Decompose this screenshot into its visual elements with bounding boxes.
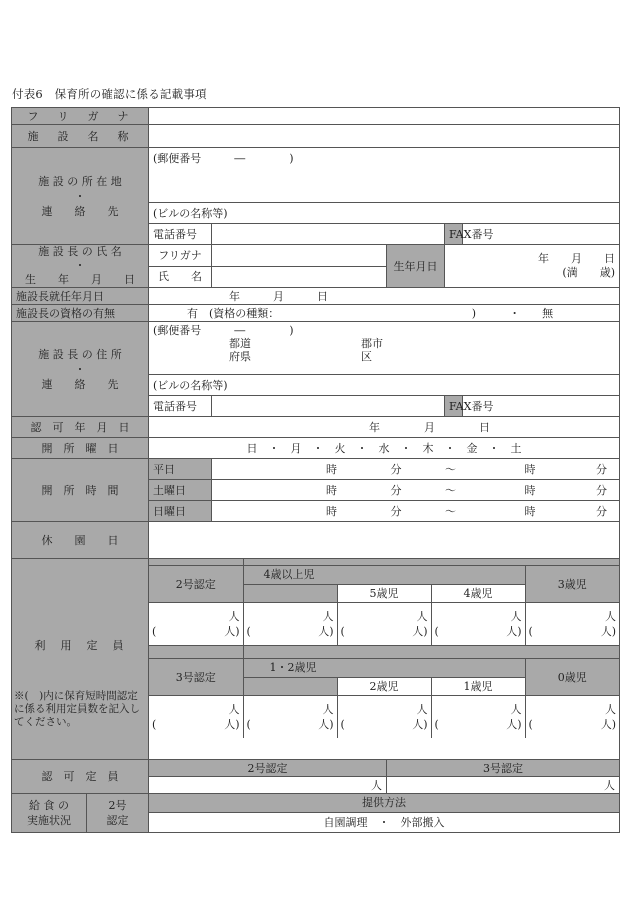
director-name-sub-label: 氏 名	[149, 266, 212, 288]
director-building-field[interactable]	[149, 375, 620, 396]
postal-code-text: (郵便番号 ― )	[153, 152, 294, 165]
director-address-label-2: 連 絡 先	[41, 377, 119, 391]
paren-open: (	[528, 718, 533, 731]
unit-person: 人	[605, 610, 616, 623]
spacer	[243, 584, 337, 603]
open-days-label: 開 所 曜 日	[12, 438, 149, 459]
saturday-label: 土曜日	[149, 480, 212, 501]
facility-address-label	[12, 148, 149, 245]
spacer	[243, 646, 619, 659]
age4-label: 4歳児	[431, 584, 525, 603]
unit-person: 人	[510, 610, 522, 623]
director-fax-label: FAX番号	[445, 396, 463, 417]
cert2-label: 2号認定	[149, 566, 243, 603]
unit-person: 人	[605, 703, 616, 716]
capacity-label: 利 用 定 員	[34, 639, 126, 652]
age12-capacity-field[interactable]	[243, 696, 337, 739]
capacity-grid-cell	[149, 559, 620, 760]
facility-address-label-2: 連 絡 先	[41, 204, 119, 218]
cert3-label: 3号認定	[149, 659, 243, 696]
from-minute: 分	[390, 504, 402, 518]
paren-close: 人)	[224, 718, 240, 731]
pref-line-1: 都道 郡市	[229, 337, 383, 350]
paren-open: (	[246, 625, 251, 638]
paren-open: (	[340, 718, 345, 731]
unit-person: 人	[228, 703, 240, 716]
director-tel-field[interactable]	[212, 396, 445, 417]
age3-capacity-field[interactable]	[525, 603, 619, 646]
paren-open: (	[434, 625, 439, 638]
approval-date-value: 年 月 日	[369, 420, 490, 434]
facility-name-label: 施 設 名 称	[12, 125, 149, 148]
capacity-note: ※( )内に保育短時間認定に係る利用定員数を記入してください。	[14, 690, 140, 728]
tilde: ～	[445, 483, 456, 497]
age12-label: 1・2歳児	[243, 659, 525, 678]
to-hour: 時	[524, 483, 536, 497]
furigana-label: フ リ ガ ナ	[12, 108, 149, 125]
meal-method-value: 自園調理 ・ 外部搬入	[323, 815, 445, 829]
approved-cert2-label: 2号認定	[149, 760, 387, 777]
unit-person: 人	[416, 703, 428, 716]
age5-label: 5歳児	[337, 584, 431, 603]
tilde: ～	[445, 462, 456, 476]
open-days-field[interactable]	[149, 438, 620, 459]
label-dot: ・	[74, 259, 86, 272]
director-furigana-label: フリガナ	[149, 245, 212, 267]
director-postal-field[interactable]	[149, 322, 620, 375]
approved-capacity-label: 認 可 定 員	[12, 760, 149, 794]
from-hour: 時	[326, 462, 337, 476]
birth-value: 年 月 日	[538, 252, 615, 265]
unit-person: 人	[228, 610, 240, 623]
weekday-hours-field[interactable]	[212, 459, 620, 480]
approval-date-field[interactable]	[149, 417, 620, 438]
holidays-field[interactable]	[149, 522, 620, 559]
unit-person: 人	[510, 703, 522, 716]
spacer	[149, 646, 243, 659]
pref-line-2: 府県 区	[229, 350, 372, 363]
birth-label: 生年月日	[387, 245, 445, 288]
qualification-field[interactable]	[149, 305, 620, 322]
from-hour: 時	[326, 483, 337, 497]
paren-close: 人)	[412, 625, 428, 638]
director-building-text: (ビルの名称等)	[153, 378, 228, 392]
paren-close: 人)	[506, 718, 522, 731]
age1-capacity-field[interactable]	[431, 696, 525, 739]
facility-postal-field[interactable]	[149, 148, 620, 203]
paren-open: (	[152, 625, 157, 638]
from-minute: 分	[390, 462, 402, 476]
paren-close: 人)	[506, 625, 522, 638]
director-address-label	[12, 322, 149, 417]
age0-capacity-field[interactable]	[525, 696, 619, 739]
meal-label-1: 給 食 の	[29, 799, 69, 812]
director-tel-label: 電話番号	[149, 396, 212, 417]
to-hour: 時	[524, 504, 536, 518]
capacity-grid	[149, 559, 619, 738]
age2-capacity-field[interactable]	[337, 696, 431, 739]
furigana-field[interactable]	[149, 108, 620, 125]
capacity-label-cell	[12, 559, 149, 760]
unit-person: 人	[371, 778, 382, 792]
paren-open: (	[246, 718, 251, 731]
paren-open: (	[528, 625, 533, 638]
director-name-label-2: 生 年 月 日	[25, 273, 135, 286]
from-minute: 分	[390, 483, 402, 497]
age3-label: 3歳児	[525, 566, 619, 603]
sunday-label: 日曜日	[149, 501, 212, 522]
director-name-label	[12, 245, 149, 288]
meal-cert-2: 認定	[106, 814, 129, 827]
to-minute: 分	[596, 504, 607, 518]
director-name-field[interactable]	[212, 266, 387, 288]
paren-close: 人)	[318, 718, 334, 731]
cert2-over4-capacity-field[interactable]	[243, 603, 337, 646]
meal-cert-1: 2号	[108, 799, 127, 812]
holidays-label: 休 園 日	[12, 522, 149, 559]
saturday-hours-field[interactable]	[212, 480, 620, 501]
paren-close: 人)	[600, 718, 616, 731]
meal-method-field[interactable]	[149, 812, 620, 832]
age2-label: 2歳児	[337, 677, 431, 696]
meal-label-2: 実施状況	[27, 814, 71, 827]
unit-person: 人	[416, 610, 428, 623]
paren-open: (	[340, 625, 345, 638]
paren-open: (	[434, 718, 439, 731]
approved-cert3-label: 3号認定	[387, 760, 620, 777]
tilde: ～	[445, 504, 456, 518]
form-title: 付表6 保育所の確認に係る記載事項	[12, 87, 207, 101]
building-name-text: (ビルの名称等)	[153, 206, 228, 220]
sunday-hours-field[interactable]	[212, 501, 620, 522]
approved-cert2-field[interactable]	[149, 777, 387, 794]
cert2-capacity-field[interactable]	[149, 603, 243, 646]
appointment-field[interactable]	[149, 288, 620, 305]
facility-building-field[interactable]	[149, 203, 620, 224]
paren-close: 人)	[224, 625, 240, 638]
fax-label: FAX番号	[445, 224, 463, 245]
to-minute: 分	[596, 462, 607, 476]
to-hour: 時	[524, 462, 536, 476]
director-postal-text: (郵便番号 ― )	[153, 324, 294, 337]
qualification-value: 有 (資格の種類： ) ・ 無	[187, 306, 554, 320]
unit-person: 人	[322, 610, 334, 623]
appointment-label: 施設長就任年月日	[12, 288, 149, 305]
paren-close: 人)	[600, 625, 616, 638]
birth-field[interactable]	[445, 245, 620, 288]
paren-open: (	[152, 718, 157, 731]
age5-capacity-field[interactable]	[337, 603, 431, 646]
approved-cert3-field[interactable]	[387, 777, 620, 794]
age4-capacity-field[interactable]	[431, 603, 525, 646]
facility-form	[11, 107, 620, 833]
facility-name-field[interactable]	[149, 125, 620, 148]
to-minute: 分	[596, 483, 607, 497]
label-dot: ・	[74, 189, 86, 203]
age1-label: 1歳児	[431, 677, 525, 696]
unit-person: 人	[322, 703, 334, 716]
tel-label: 電話番号	[149, 224, 212, 245]
approval-date-label: 認 可 年 月 日	[12, 417, 149, 438]
spacer	[243, 677, 337, 696]
tel-field[interactable]	[212, 224, 445, 245]
meal-label-cell	[12, 794, 149, 833]
open-hours-label: 開 所 時 間	[12, 459, 149, 522]
director-furigana-field[interactable]	[212, 245, 387, 267]
open-days-value: 日 ・ 月 ・ 火 ・ 水 ・ 木 ・ 金 ・ 土	[246, 441, 522, 455]
cert2-over4-label: 4歳以上児	[243, 566, 525, 585]
paren-close: 人)	[318, 625, 334, 638]
director-name-label-1: 施 設 長 の 氏 名	[38, 245, 122, 258]
age0-label: 0歳児	[525, 659, 619, 696]
appointment-value: 年 月 日	[229, 289, 328, 303]
qualification-label: 施設長の資格の有無	[12, 305, 149, 322]
label-dot: ・	[74, 362, 86, 376]
weekday-label: 平日	[149, 459, 212, 480]
from-hour: 時	[326, 504, 337, 518]
meal-method-label: 提供方法	[149, 794, 620, 813]
paren-close: 人)	[412, 718, 428, 731]
age-value: (満 歳)	[562, 266, 615, 279]
director-address-label-1: 施 設 長 の 住 所	[38, 347, 122, 361]
facility-address-label-1: 施 設 の 所 在 地	[38, 174, 122, 188]
unit-person: 人	[604, 778, 615, 792]
cert3-capacity-field[interactable]	[149, 696, 243, 739]
